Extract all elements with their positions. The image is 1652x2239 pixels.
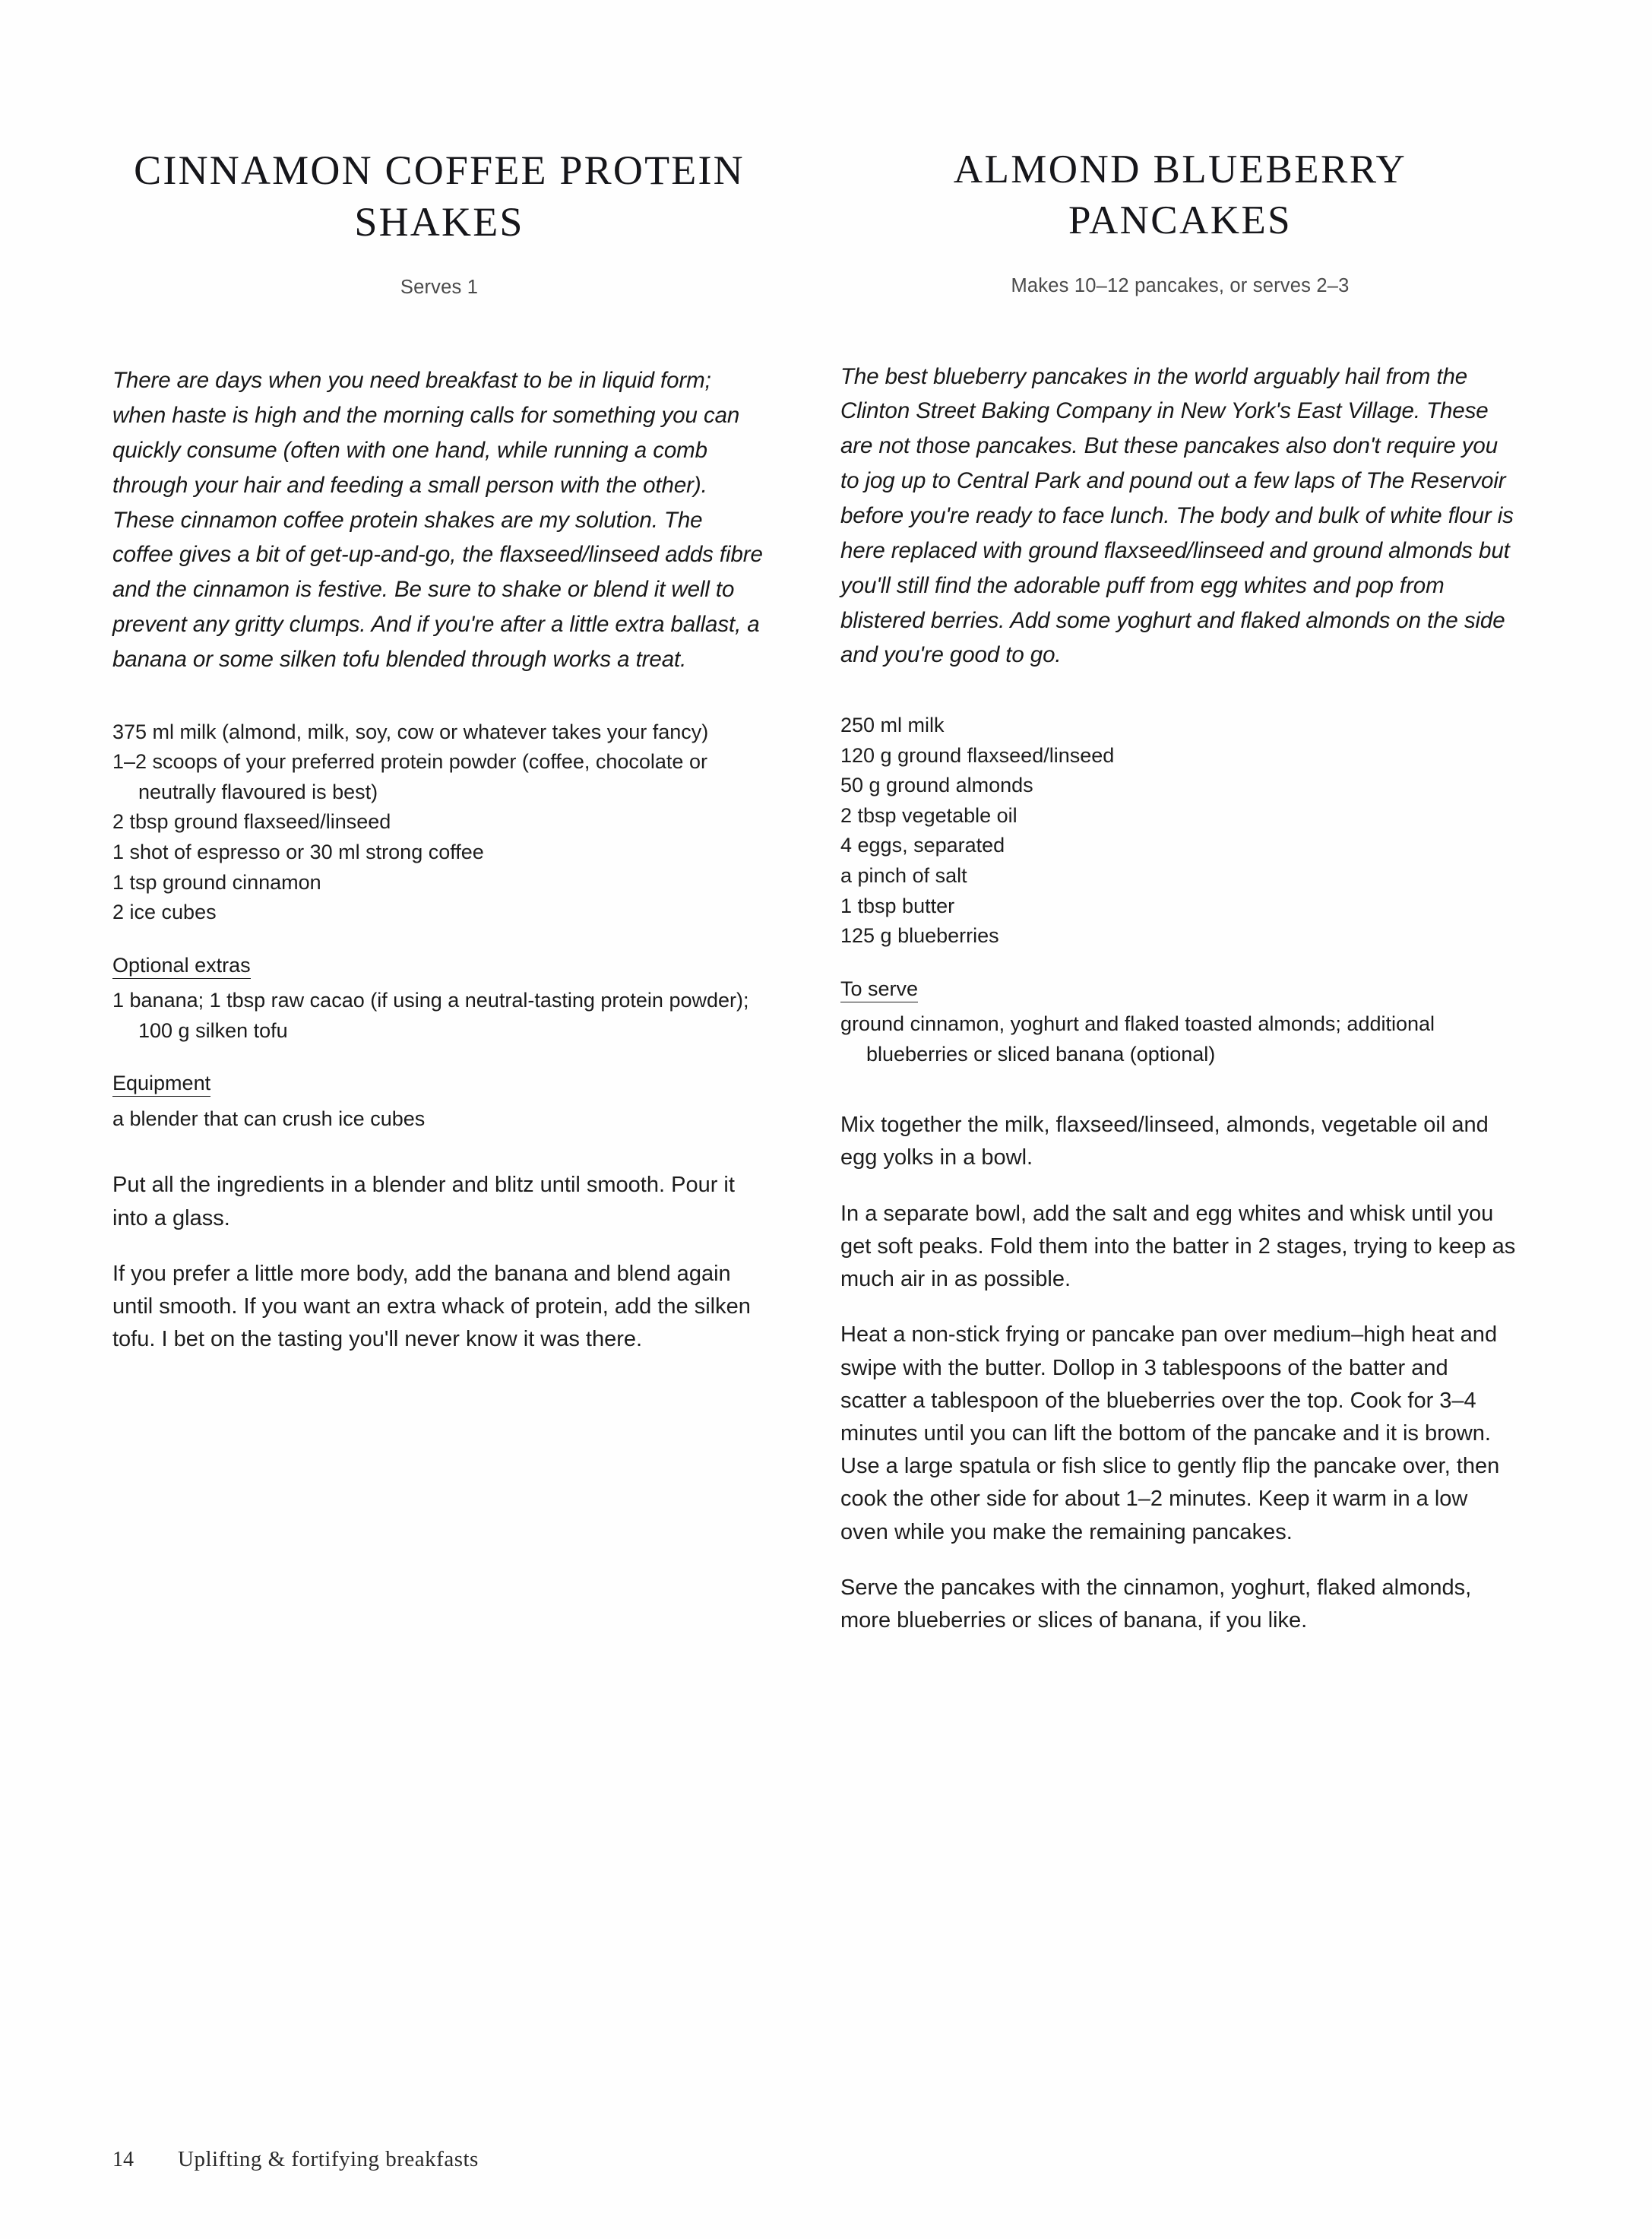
- method-step: In a separate bowl, add the salt and egg whites and whisk until you get soft peaks. Fold them into the batter in 2 stages, trying to keep as much air in as possible.: [840, 1201, 1516, 1292]
- optional-extras-list: [112, 980, 766, 1046]
- recipe-column-left: [0, 0, 836, 1637]
- equipment-item: a blender that can crush ice cubes: [112, 1107, 426, 1130]
- ingredient-item: 50 g ground almonds: [840, 774, 1033, 797]
- page-footer: [112, 2147, 479, 2172]
- equipment-list: [112, 1099, 766, 1135]
- method-step: Mix together the milk, flaxseed/linseed, almonds, vegetable oil and egg yolks in a bowl.: [840, 1113, 1489, 1170]
- recipe-intro: The best blueberry pancakes in the world arguably hail from the Clinton Street Baking Company in New York's East Village. These are not those pancakes. But these pancakes also don't require you to jog up to Central Park and pound out a few laps of The Reservoir before you're ready to face lunch. The body and bulk of white flour is here replaced with ground flaxseed/linseed and ground almonds but you'll still find the adorable puff from egg whites and pop from blistered berries. Add some yoghurt and flaked almonds on the side and you're good to go.: [840, 363, 1514, 668]
- ingredient-item: 2 tbsp ground flaxseed/linseed: [112, 810, 391, 834]
- method-steps: [112, 1134, 766, 1356]
- recipe-title: ALMOND BLUEBERRY PANCAKES: [953, 147, 1407, 242]
- ingredient-item: 375 ml milk (almond, milk, soy, cow or whatever takes your fancy): [112, 720, 709, 743]
- page-number: 14: [112, 2148, 134, 2171]
- method-step: Put all the ingredients in a blender and blitz until smooth. Pour it into a glass.: [112, 1173, 735, 1230]
- subsection-heading-equipment: [112, 1046, 766, 1099]
- ingredient-item: 120 g ground flaxseed/linseed: [840, 743, 1115, 767]
- method-steps: [840, 1069, 1520, 1637]
- section-title: Uplifting & fortifying breakfasts: [178, 2147, 479, 2171]
- recipe-yield: Makes 10–12 pancakes, or serves 2–3: [1011, 274, 1350, 296]
- ingredient-item: 2 ice cubes: [112, 901, 217, 924]
- recipe-column-right: [836, 0, 1652, 1637]
- to-serve-list: [840, 1004, 1520, 1069]
- ingredient-item: 250 ml milk: [840, 714, 945, 737]
- ingredient-item: 125 g blueberries: [840, 924, 999, 948]
- ingredients-list: [840, 673, 1520, 951]
- ingredient-item: 1 shot of espresso or 30 ml strong coffee: [112, 840, 484, 863]
- recipe-intro: There are days when you need breakfast to be in liquid form; when haste is high and the morning calls for something you can quickly consume (often with one hand, while running a comb through your hair and feeding a small person with the other). These cinnamon coffee protein shakes are my solution. The coffee gives a bit of get-up-and-go, the flaxseed/linseed adds fibre and the cinnamon is festive. Be sure to shake or blend it well to prevent any gritty clumps. And if you're after a little extra ballast, a banana or some silken tofu blended through works a treat.: [112, 368, 763, 672]
- ingredient-item: 4 eggs, separated: [840, 834, 1005, 857]
- ingredient-item: 1–2 scoops of your preferred protein powder (coffee, chocolate or neutrally flavoured is best): [112, 750, 707, 803]
- subsection-heading-label: Equipment: [112, 1072, 210, 1097]
- ingredient-item: 1 tbsp butter: [840, 894, 955, 917]
- ingredient-item: 2 tbsp vegetable oil: [840, 803, 1017, 827]
- subsection-heading-to-serve: [840, 952, 1520, 1005]
- ingredient-item: a pinch of salt: [840, 864, 967, 887]
- recipe-title: CINNAMON COFFEE PROTEIN SHAKES: [134, 147, 745, 245]
- subsection-heading-label: To serve: [840, 977, 918, 1002]
- method-step: If you prefer a little more body, add the banana and blend again until smooth. If you want an extra whack of protein, add the silken tofu. I bet on the tasting you'll never know it was there.: [112, 1261, 751, 1352]
- subsection-heading-label: Optional extras: [112, 954, 251, 979]
- ingredients-list: [112, 677, 766, 928]
- to-serve-item: ground cinnamon, yoghurt and flaked toasted almonds; additional blueberries or sliced banana (optional): [840, 1012, 1435, 1066]
- subsection-heading-optional-extras: [112, 928, 766, 981]
- ingredient-item: 1 tsp ground cinnamon: [112, 870, 321, 894]
- method-step: Heat a non-stick frying or pancake pan over medium–high heat and swipe with the butter. Dollop in 3 tablespoons of the batter and scatter a tablespoon of the blueberries over the top. Cook for 3–4 minutes until you can lift the bottom of the pancake and it is brown. Use a large spatula or fish slice to gently flip the pancake over, then cook the other side for about 1–2 minutes. Keep it warm in a low oven while you make the remaining pancakes.: [840, 1322, 1500, 1544]
- recipe-yield: Serves 1: [400, 277, 479, 299]
- optional-extras-item: 1 banana; 1 tbsp raw cacao (if using a neutral-tasting protein powder); 100 g silken tofu: [112, 989, 749, 1042]
- method-step: Serve the pancakes with the cinnamon, yoghurt, flaked almonds, more blueberries or slices of banana, if you like.: [840, 1575, 1472, 1633]
